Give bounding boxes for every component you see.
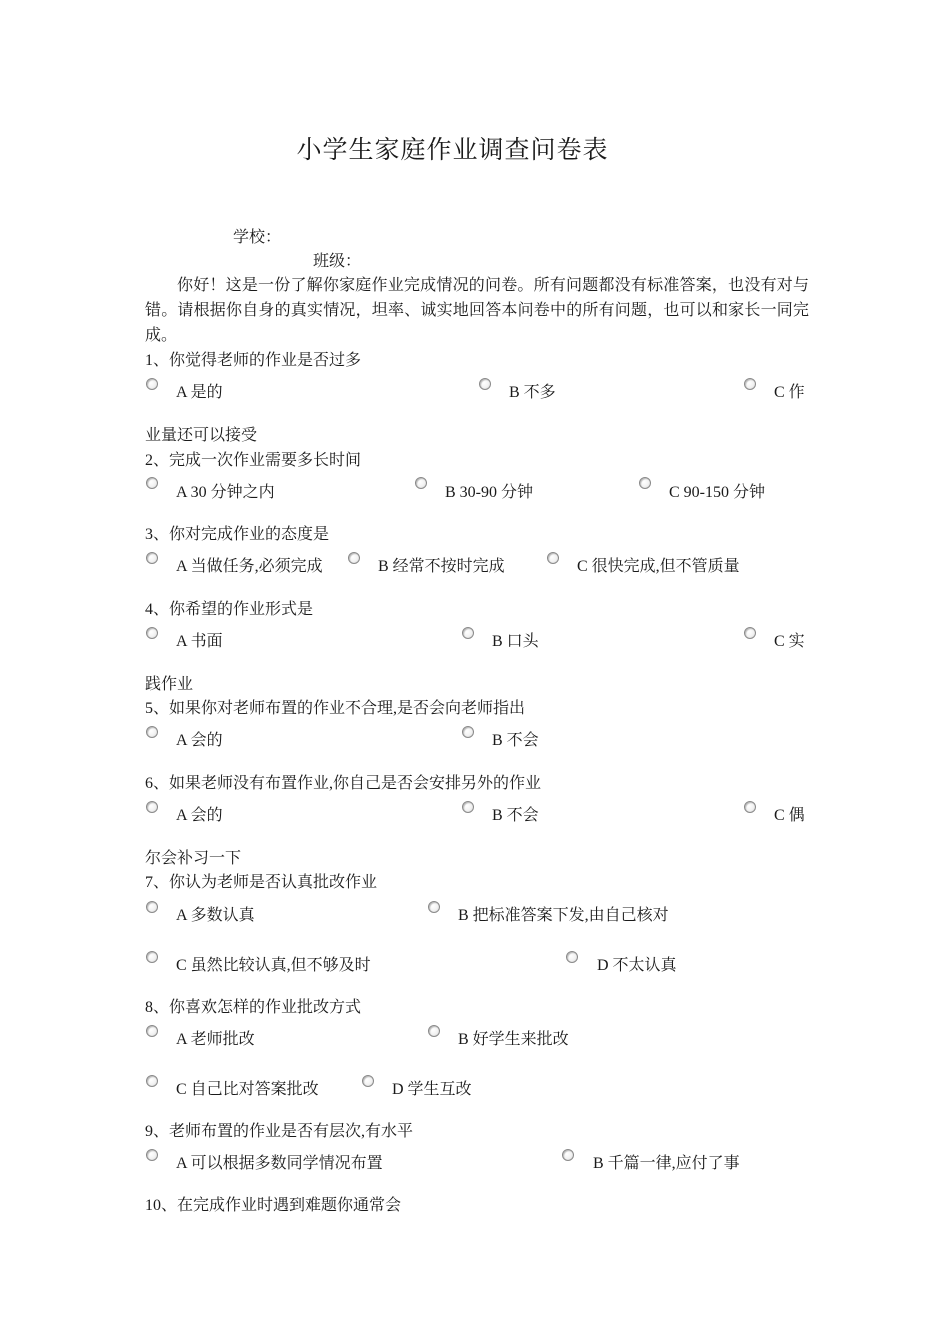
- option-q5-b: B 不会: [492, 732, 539, 749]
- option-q8-b: B 好学生来批改: [458, 1031, 569, 1048]
- radio-q6-a[interactable]: [146, 801, 158, 813]
- radio-q4-a[interactable]: [146, 627, 158, 639]
- radio-q2-c[interactable]: [639, 477, 651, 489]
- option-q9-b: B 千篇一律,应付了事: [593, 1155, 740, 1172]
- option-q9-a: A 可以根据多数同学情况布置: [176, 1155, 383, 1172]
- radio-q2-a[interactable]: [146, 477, 158, 489]
- option-q6-c-wrap: 尔会补习一下: [145, 850, 242, 867]
- option-q7-c: C 虽然比较认真,但不够及时: [176, 957, 371, 974]
- option-q1-b: B 不多: [509, 384, 556, 401]
- option-q4-b: B 口头: [492, 633, 539, 650]
- radio-q1-a[interactable]: [146, 378, 158, 390]
- option-q1-c-wrap: 业量还可以接受: [145, 427, 258, 444]
- radio-q3-a[interactable]: [146, 552, 158, 564]
- radio-q8-b[interactable]: [428, 1025, 440, 1037]
- option-q2-c: C 90-150 分钟: [669, 484, 766, 501]
- page-title: 小学生家庭作业调查问卷表: [296, 137, 609, 164]
- option-q4-c: C 实: [774, 633, 805, 650]
- option-q6-c: C 偶: [774, 807, 805, 824]
- question-1: 1、你觉得老师的作业是否过多: [145, 352, 362, 369]
- radio-q9-b[interactable]: [562, 1149, 574, 1161]
- question-9: 9、老师布置的作业是否有层次,有水平: [145, 1123, 414, 1140]
- option-q7-b: B 把标准答案下发,由自己核对: [458, 907, 669, 924]
- option-q4-a: A 书面: [176, 633, 223, 650]
- option-q3-a: A 当做任务,必须完成: [176, 558, 323, 575]
- radio-q7-b[interactable]: [428, 901, 440, 913]
- question-7: 7、你认为老师是否认真批改作业: [145, 874, 378, 891]
- option-q5-a: A 会的: [176, 732, 223, 749]
- question-6: 6、如果老师没有布置作业,你自己是否会安排另外的作业: [145, 775, 542, 792]
- option-q8-d: D 学生互改: [392, 1081, 472, 1098]
- radio-q7-c[interactable]: [146, 951, 158, 963]
- radio-q8-c[interactable]: [146, 1075, 158, 1087]
- option-q6-a: A 会的: [176, 807, 223, 824]
- option-q2-a: A 30 分钟之内: [176, 484, 275, 501]
- radio-q8-a[interactable]: [146, 1025, 158, 1037]
- radio-q3-c[interactable]: [547, 552, 559, 564]
- option-q8-a: A 老师批改: [176, 1031, 255, 1048]
- radio-q6-c[interactable]: [744, 801, 756, 813]
- radio-q3-b[interactable]: [348, 552, 360, 564]
- option-q6-b: B 不会: [492, 807, 539, 824]
- question-2: 2、完成一次作业需要多长时间: [145, 452, 362, 469]
- radio-q5-b[interactable]: [462, 726, 474, 738]
- radio-q6-b[interactable]: [462, 801, 474, 813]
- question-8: 8、你喜欢怎样的作业批改方式: [145, 999, 362, 1016]
- radio-q4-c[interactable]: [744, 627, 756, 639]
- radio-q1-c[interactable]: [744, 378, 756, 390]
- school-label: 学校：: [233, 229, 282, 246]
- radio-q2-b[interactable]: [415, 477, 427, 489]
- radio-q5-a[interactable]: [146, 726, 158, 738]
- radio-q1-b[interactable]: [479, 378, 491, 390]
- radio-q4-b[interactable]: [462, 627, 474, 639]
- option-q8-c: C 自己比对答案批改: [176, 1081, 319, 1098]
- question-3: 3、你对完成作业的态度是: [145, 526, 330, 543]
- question-5: 5、如果你对老师布置的作业不合理,是否会向老师指出: [145, 700, 526, 717]
- radio-q9-a[interactable]: [146, 1149, 158, 1161]
- class-label: 班级：: [313, 253, 362, 270]
- option-q3-b: B 经常不按时完成: [378, 558, 505, 575]
- option-q4-c-wrap: 践作业: [145, 676, 194, 693]
- option-q2-b: B 30-90 分钟: [445, 484, 534, 501]
- radio-q7-a[interactable]: [146, 901, 158, 913]
- question-10: 10、在完成作业时遇到难题你通常会: [145, 1197, 402, 1214]
- question-4: 4、你希望的作业形式是: [145, 601, 314, 618]
- option-q1-a: A 是的: [176, 384, 223, 401]
- option-q7-a: A 多数认真: [176, 907, 255, 924]
- option-q7-d: D 不太认真: [597, 957, 677, 974]
- intro-paragraph: 你好！这是一份了解你家庭作业完成情况的问卷。所有问题都没有标准答案，也没有对与错。请根据你自身的真实情况，坦率、诚实地回答本问卷中的所有问题，也可以和家长一同完成。: [145, 277, 809, 344]
- option-q1-c: C 作: [774, 384, 805, 401]
- option-q3-c: C 很快完成,但不管质量: [577, 558, 740, 575]
- radio-q8-d[interactable]: [362, 1075, 374, 1087]
- radio-q7-d[interactable]: [566, 951, 578, 963]
